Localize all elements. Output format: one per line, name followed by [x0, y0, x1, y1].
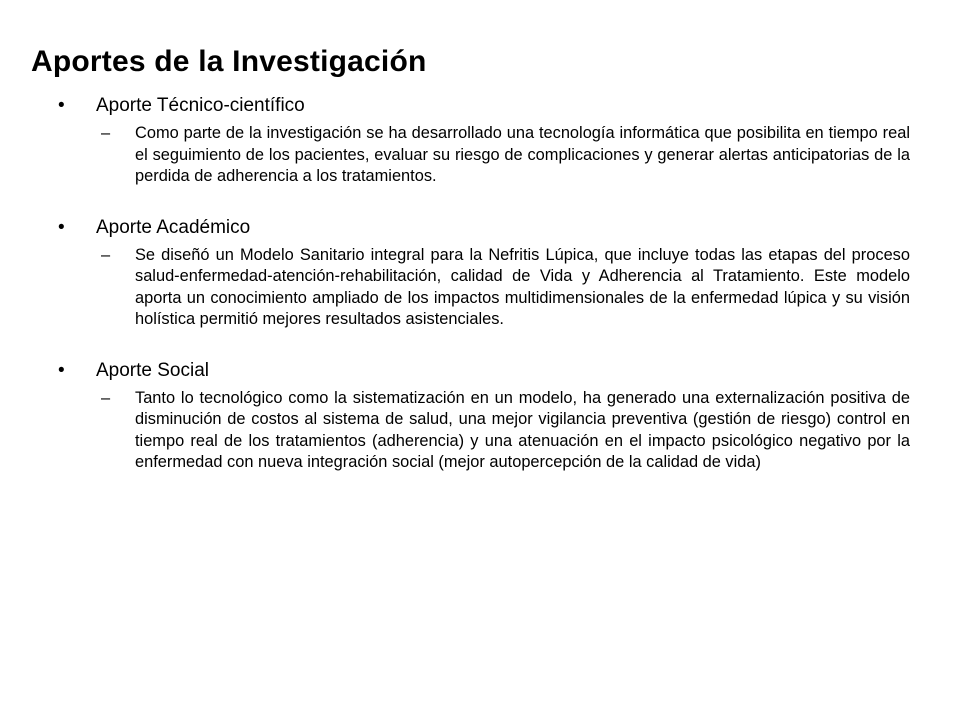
dash-icon: –	[101, 388, 111, 407]
sub-bullet-text: Como parte de la investigación se ha desarrollado una tecnología informática que posibilita en tiempo real el seguimiento de los pacientes, evaluar su riesgo de complicaciones y generar alertas anticipatorias de la perdida de adherencia a los tratamientos.	[135, 124, 910, 185]
bullet-icon: •	[58, 95, 65, 116]
bullet-icon: •	[58, 359, 65, 381]
section-academic	[58, 214, 910, 331]
sub-bullet-text: Tanto lo tecnológico como la sistematización en un modelo, ha generado una externalización positiva de disminución de costos al sistema de salud, una mejor vigilancia preventiva (gestión de riesgo) control en tiempo real de los tratamientos (adherencia) y una atenuación en el impacto psicológico negativo por la enfermedad con nueva integración social (mejor autopercepción de la calidad de vida)	[135, 388, 910, 471]
bullet-item	[58, 92, 910, 119]
bullet-heading: Aporte Social	[96, 359, 210, 381]
bullet-icon: •	[58, 216, 65, 238]
sub-bullet-item	[58, 245, 910, 331]
bullet-item	[58, 357, 910, 384]
bullet-heading: Aporte Técnico-científico	[96, 95, 305, 116]
sub-bullet-item	[58, 123, 910, 188]
dash-icon: –	[101, 124, 111, 142]
bullet-heading: Aporte Académico	[96, 216, 251, 238]
slide-content	[58, 92, 910, 500]
bullet-item	[58, 214, 910, 241]
dash-icon: –	[101, 245, 111, 264]
section-social	[58, 357, 910, 474]
sub-bullet-item	[58, 388, 910, 474]
section-technical-scientific	[58, 92, 910, 188]
sub-bullet-text: Se diseñó un Modelo Sanitario integral para la Nefritis Lúpica, que incluye todas las etapas del proceso salud-enfermedad-atención-rehabilitación, calidad de Vida y Adherencia al Tratamiento. Este modelo aporta un conocimiento ampliado de los impactos multidimensionales de la enfermedad lúpica y su visión holística permitió mejores resultados asistenciales.	[135, 245, 910, 328]
slide-title: Aportes de la Investigación	[31, 45, 427, 78]
